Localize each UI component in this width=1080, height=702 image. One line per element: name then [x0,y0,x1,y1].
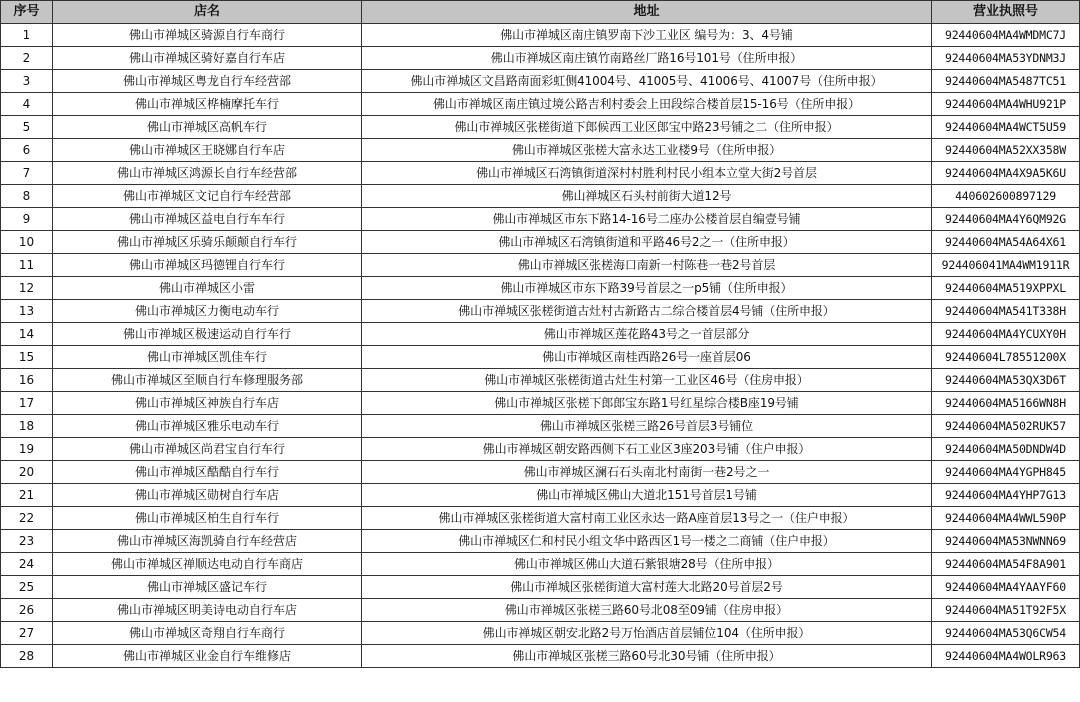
table-row [1,599,1080,622]
shop-name: 佛山市禅城区雅乐电动车行 [53,415,362,438]
table-row [1,24,1080,47]
shop-name: 佛山市禅城区奇翔自行车商行 [53,622,362,645]
table-row [1,484,1080,507]
row-index: 2 [1,47,53,70]
license-number: 92440604MA4WOLR963 [932,645,1080,668]
shop-name: 佛山市禅城区玛德锂自行车行 [53,254,362,277]
shop-address: 佛山市禅城区南庄镇过境公路吉利村委会上田段综合楼首层15-16号（住所申报） [362,93,932,116]
table-row [1,208,1080,231]
row-index: 22 [1,507,53,530]
license-number: 924406041MA4WM1911R [932,254,1080,277]
shop-address: 佛山市禅城区张槎三路60号北30号铺（住所申报） [362,645,932,668]
shop-name: 佛山市禅城区鸿源长自行车经营部 [53,162,362,185]
header-shop-name: 店名 [53,1,362,24]
shop-name: 佛山市禅城区文记自行车经营部 [53,185,362,208]
row-index: 27 [1,622,53,645]
row-index: 16 [1,369,53,392]
shop-name: 佛山市禅城区勋树自行车店 [53,484,362,507]
row-index: 3 [1,70,53,93]
shop-address: 佛山市禅城区张槎街道大富村南工业区永达一路A座首层13号之一（住户申报） [362,507,932,530]
shop-name: 佛山市禅城区神族自行车店 [53,392,362,415]
shop-name: 佛山市禅城区极速运动自行车行 [53,323,362,346]
shop-address: 佛山市禅城区张槎三路26号首层3号铺位 [362,415,932,438]
license-number: 92440604MA53NWNN69 [932,530,1080,553]
shop-name: 佛山市禅城区高帆车行 [53,116,362,139]
license-number: 92440604MA5487TC51 [932,70,1080,93]
shop-name: 佛山市禅城区骑好嘉自行车店 [53,47,362,70]
shop-address: 佛山市禅城区市东下路14-16号二座办公楼首层自编壹号铺 [362,208,932,231]
shop-address: 佛山市禅城区佛山大道北151号首层1号铺 [362,484,932,507]
shop-name: 佛山市禅城区粤龙自行车经营部 [53,70,362,93]
shop-name: 佛山市禅城区禅顺达电动自行车商店 [53,553,362,576]
row-index: 17 [1,392,53,415]
shop-address: 佛山禅城区石头村前街大道12号 [362,185,932,208]
table-row [1,415,1080,438]
license-number: 92440604MA54A64X61 [932,231,1080,254]
shop-name: 佛山市禅城区柏生自行车行 [53,507,362,530]
license-number: 92440604MA4YHP7G13 [932,484,1080,507]
shop-address: 佛山市禅城区朝安北路2号万怡酒店首层铺位104（住所申报） [362,622,932,645]
table-row [1,622,1080,645]
license-number: 92440604MA4X9A5K6U [932,162,1080,185]
table-row [1,346,1080,369]
row-index: 15 [1,346,53,369]
license-number: 92440604MA4YAAYF60 [932,576,1080,599]
shop-address: 佛山市禅城区市东下路39号首层之一p5铺（住所申报） [362,277,932,300]
table-row [1,231,1080,254]
table-row [1,553,1080,576]
row-index: 10 [1,231,53,254]
table-row [1,369,1080,392]
table-row [1,47,1080,70]
shop-address: 佛山市禅城区张槎街道古灶村古新路古二综合楼首层4号铺（住所申报） [362,300,932,323]
row-index: 21 [1,484,53,507]
shop-name: 佛山市禅城区乐骑乐颠颠自行车行 [53,231,362,254]
shop-name: 佛山市禅城区王晓娜自行车店 [53,139,362,162]
shop-name: 佛山市禅城区力衡电动车行 [53,300,362,323]
row-index: 26 [1,599,53,622]
shop-name: 佛山市禅城区海凯骑自行车经营店 [53,530,362,553]
table-row [1,645,1080,668]
row-index: 7 [1,162,53,185]
row-index: 14 [1,323,53,346]
row-index: 24 [1,553,53,576]
shop-address: 佛山市禅城区张槎下郎郎宝东路1号红星综合楼B座19号铺 [362,392,932,415]
shop-name: 佛山市禅城区益电自行车车行 [53,208,362,231]
shop-name: 佛山市禅城区尚君宝自行车行 [53,438,362,461]
shop-address: 佛山市禅城区仁和村民小组文华中路西区1号一楼之二商铺（住户申报） [362,530,932,553]
shop-name: 佛山市禅城区凯佳车行 [53,346,362,369]
shop-name: 佛山市禅城区明美诗电动自行车店 [53,599,362,622]
table-row [1,392,1080,415]
row-index: 19 [1,438,53,461]
row-index: 11 [1,254,53,277]
table-row [1,438,1080,461]
license-number: 92440604MA4Y6QM92G [932,208,1080,231]
header-license-no: 营业执照号 [932,1,1080,24]
shop-address: 佛山市禅城区张槎海口南新一村陈巷一巷2号首层 [362,254,932,277]
shop-address: 佛山市禅城区石湾镇街道和平路46号2之一（住所申报） [362,231,932,254]
table-row [1,139,1080,162]
license-number: 92440604MA4WHU921P [932,93,1080,116]
shop-name: 佛山市禅城区至顺自行车修理服务部 [53,369,362,392]
shop-address: 佛山市禅城区张槎三路60号北08至09铺（住房申报） [362,599,932,622]
shop-name: 佛山市禅城区骑源自行车商行 [53,24,362,47]
table-header [1,1,1080,24]
shop-name: 佛山市禅城区业金自行车维修店 [53,645,362,668]
header-row [1,1,1080,24]
shop-name: 佛山市禅城区酷酷自行车行 [53,461,362,484]
shop-name: 佛山市禅城区桦楠摩托车行 [53,93,362,116]
license-number: 440602600897129 [932,185,1080,208]
shop-address: 佛山市禅城区张槎街道下郎候西工业区郎宝中路23号铺之二（住所申报） [362,116,932,139]
table-row [1,162,1080,185]
shop-address: 佛山市禅城区佛山大道石紫银塘28号（住所申报） [362,553,932,576]
row-index: 13 [1,300,53,323]
license-number: 92440604MA4WWL590P [932,507,1080,530]
shop-name: 佛山市禅城区小雷 [53,277,362,300]
license-number: 92440604MA541T338H [932,300,1080,323]
shop-address: 佛山市禅城区石湾镇街道深村村胜利村民小组本立堂大街2号首层 [362,162,932,185]
license-number: 92440604MA51T92F5X [932,599,1080,622]
row-index: 1 [1,24,53,47]
table-row [1,93,1080,116]
row-index: 28 [1,645,53,668]
table-row [1,530,1080,553]
license-number: 92440604MA53Q6CW54 [932,622,1080,645]
license-number: 92440604MA4YGPH845 [932,461,1080,484]
shop-address: 佛山市禅城区莲花路43号之一首层部分 [362,323,932,346]
shop-address: 佛山市禅城区张槎街道古灶生村第一工业区46号（住房申报） [362,369,932,392]
row-index: 23 [1,530,53,553]
shop-name: 佛山市禅城区盛记车行 [53,576,362,599]
table-row [1,70,1080,93]
table-row [1,461,1080,484]
row-index: 8 [1,185,53,208]
license-number: 92440604MA5166WN8H [932,392,1080,415]
shop-address: 佛山市禅城区张槎大富永达工业楼9号（住所申报） [362,139,932,162]
row-index: 9 [1,208,53,231]
license-number: 92440604MA54F8A901 [932,553,1080,576]
license-number: 92440604MA53YDNM3J [932,47,1080,70]
row-index: 20 [1,461,53,484]
license-number: 92440604MA52XX358W [932,139,1080,162]
shop-address: 佛山市禅城区南庄镇竹南路丝厂路16号101号（住所申报） [362,47,932,70]
shop-address: 佛山市禅城区朝安路西侧下石工业区3座203号铺（住户申报） [362,438,932,461]
shop-address: 佛山市禅城区张槎街道大富村莲大北路20号首层2号 [362,576,932,599]
license-number: 92440604MA50DNDW4D [932,438,1080,461]
license-number: 92440604L78551200X [932,346,1080,369]
row-index: 18 [1,415,53,438]
table-row [1,323,1080,346]
row-index: 5 [1,116,53,139]
row-index: 12 [1,277,53,300]
table-row [1,185,1080,208]
row-index: 4 [1,93,53,116]
row-index: 6 [1,139,53,162]
table-body [1,24,1080,668]
license-number: 92440604MA4WCT5U59 [932,116,1080,139]
shop-address: 佛山市禅城区南桂西路26号一座首层06 [362,346,932,369]
license-number: 92440604MA4WMDMC7J [932,24,1080,47]
license-number: 92440604MA53QX3D6T [932,369,1080,392]
license-number: 92440604MA4YCUXY0H [932,323,1080,346]
row-index: 25 [1,576,53,599]
table-row [1,507,1080,530]
license-number: 92440604MA502RUK57 [932,415,1080,438]
table-row [1,116,1080,139]
shop-address: 佛山市禅城区文昌路南面彩虹侧41004号、41005号、41006号、41007号（住所申报） [362,70,932,93]
table-row [1,300,1080,323]
table-row [1,277,1080,300]
shop-address: 佛山市禅城区澜石石头南北村南街一巷2号之一 [362,461,932,484]
table-row [1,254,1080,277]
license-number: 92440604MA519XPPXL [932,277,1080,300]
shop-address: 佛山市禅城区南庄镇罗南下沙工业区 编号为：3、4号铺 [362,24,932,47]
header-address: 地址 [362,1,932,24]
table-row [1,576,1080,599]
header-index: 序号 [1,1,53,24]
